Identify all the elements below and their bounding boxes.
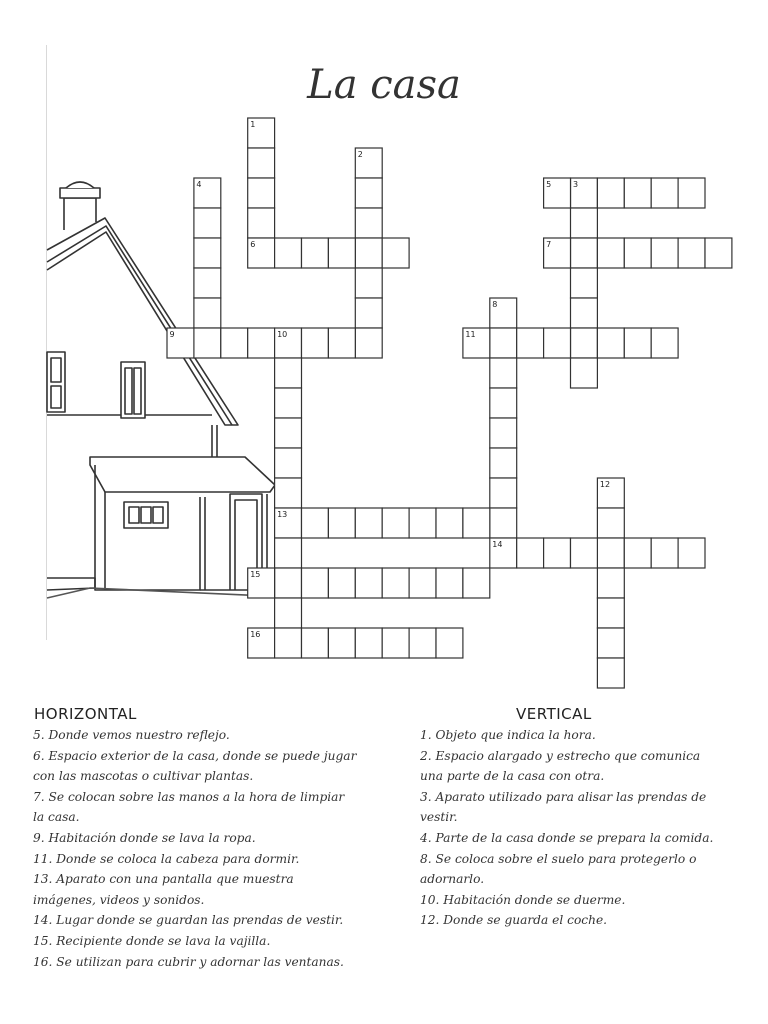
- crossword-cell[interactable]: [302, 508, 329, 538]
- crossword-cell[interactable]: [409, 568, 436, 598]
- clue-number: 14: [492, 540, 503, 549]
- crossword-cell[interactable]: [355, 238, 382, 268]
- crossword-cell[interactable]: [355, 508, 382, 538]
- clue-number: 3: [573, 180, 579, 189]
- crossword-cell[interactable]: [436, 568, 463, 598]
- crossword-cell[interactable]: [624, 238, 651, 268]
- clue-line: 4. Parte de la casa donde se prepara la comida.: [420, 830, 714, 845]
- crossword-cell[interactable]: [544, 328, 571, 358]
- crossword-cell[interactable]: [194, 268, 221, 298]
- crossword-cell[interactable]: [355, 568, 382, 598]
- crossword-cell[interactable]: [571, 538, 598, 568]
- clue-number: 5: [546, 180, 552, 189]
- crossword-cell[interactable]: [597, 508, 624, 538]
- crossword-cell[interactable]: [624, 538, 651, 568]
- crossword-cell[interactable]: [275, 568, 302, 598]
- crossword-cell[interactable]: [275, 538, 302, 568]
- clue-number: 15: [250, 570, 261, 579]
- crossword-cell[interactable]: [490, 388, 517, 418]
- clue-line: 10. Habitación donde se duerme.: [420, 892, 626, 907]
- crossword-cell[interactable]: [275, 478, 302, 508]
- crossword-cell[interactable]: [328, 568, 355, 598]
- crossword-cell[interactable]: [571, 358, 598, 388]
- crossword-cell[interactable]: [436, 628, 463, 658]
- crossword-cell[interactable]: [302, 568, 329, 598]
- crossword-cell[interactable]: [517, 538, 544, 568]
- crossword-cell[interactable]: [651, 328, 678, 358]
- vertical-clues: [420, 725, 760, 931]
- crossword-cell[interactable]: [490, 448, 517, 478]
- clue-line: 1. Objeto que indica la hora.: [420, 728, 596, 742]
- clue-line: imágenes, videos y sonidos.: [33, 892, 205, 907]
- clue-line: 13. Aparato con una pantalla que muestra: [33, 872, 294, 887]
- crossword-cell[interactable]: [221, 328, 248, 358]
- crossword-cell[interactable]: [355, 328, 382, 358]
- crossword-cell[interactable]: [194, 298, 221, 328]
- crossword-cell[interactable]: [651, 178, 678, 208]
- crossword-cell[interactable]: [624, 328, 651, 358]
- crossword-cell[interactable]: [275, 598, 302, 628]
- clue-line: 7. Se colocan sobre las manos a la hora de limpiar: [33, 789, 345, 804]
- clue-number: 7: [546, 240, 552, 249]
- crossword-cell[interactable]: [275, 418, 302, 448]
- crossword-cell[interactable]: [490, 418, 517, 448]
- crossword-cell[interactable]: [544, 538, 571, 568]
- crossword-cell[interactable]: [194, 238, 221, 268]
- crossword-cell[interactable]: [409, 628, 436, 658]
- clue-number: 2: [357, 150, 363, 159]
- clue-line: la casa.: [33, 810, 80, 825]
- clue-line: con las mascotas o cultivar plantas.: [33, 769, 254, 784]
- horizontal-clues: [33, 725, 403, 972]
- crossword-cell[interactable]: [571, 208, 598, 238]
- crossword-cell[interactable]: [275, 238, 302, 268]
- clue-number: 12: [599, 480, 611, 489]
- clue-number: 16: [250, 630, 261, 639]
- clue-line: 6. Espacio exterior de la casa, donde se puede jugar: [33, 748, 357, 763]
- crossword-cell[interactable]: [328, 238, 355, 268]
- clue-line: 3. Aparato utilizado para alisar las prendas de: [420, 789, 707, 804]
- clue-line: 11. Donde se coloca la cabeza para dormir.: [33, 851, 300, 866]
- clue-number: 1: [250, 120, 256, 129]
- crossword-cell[interactable]: [597, 568, 624, 598]
- crossword-cell[interactable]: [678, 538, 705, 568]
- clue-line: 16. Se utilizan para cubrir y adornar las ventanas.: [33, 954, 344, 969]
- crossword-cell[interactable]: [275, 628, 302, 658]
- crossword-cell[interactable]: [490, 478, 517, 508]
- crossword-cell[interactable]: [490, 508, 517, 538]
- crossword-cell[interactable]: [597, 628, 624, 658]
- crossword-cell[interactable]: [328, 328, 355, 358]
- crossword-cell[interactable]: [382, 238, 409, 268]
- crossword-cell[interactable]: [194, 208, 221, 238]
- clue-number: 8: [492, 300, 498, 309]
- crossword-cell[interactable]: [302, 238, 329, 268]
- clue-line: 8. Se coloca sobre el suelo para protegerlo o: [420, 851, 697, 866]
- crossword-cell[interactable]: [597, 178, 624, 208]
- crossword-cell[interactable]: [597, 238, 624, 268]
- clue-line: 14. Lugar donde se guardan las prendas de vestir.: [33, 913, 344, 928]
- crossword-cell[interactable]: [490, 328, 517, 358]
- clue-number: 10: [277, 330, 288, 339]
- clue-line: 15. Recipiente donde se lava la vajilla.: [33, 933, 271, 948]
- crossword-cell[interactable]: [355, 298, 382, 328]
- clue-line: adornarlo.: [420, 872, 485, 887]
- crossword-cell[interactable]: [571, 268, 598, 298]
- crossword-cell[interactable]: [463, 508, 490, 538]
- clue-number: 11: [465, 330, 476, 339]
- crossword-cell[interactable]: [678, 178, 705, 208]
- crossword-cell[interactable]: [571, 298, 598, 328]
- crossword-cell[interactable]: [355, 268, 382, 298]
- crossword-cell[interactable]: [597, 538, 624, 568]
- clue-number: 13: [277, 510, 288, 519]
- vertical-heading: VERTICAL: [516, 705, 592, 723]
- crossword-cell[interactable]: [328, 508, 355, 538]
- crossword-cell[interactable]: [624, 178, 651, 208]
- crossword-cell[interactable]: [490, 358, 517, 388]
- clue-line: 5. Donde vemos nuestro reflejo.: [33, 728, 230, 742]
- crossword-cell[interactable]: [597, 328, 624, 358]
- crossword-cell[interactable]: [248, 178, 275, 208]
- horizontal-heading: HORIZONTAL: [34, 705, 137, 723]
- crossword-cell[interactable]: [355, 208, 382, 238]
- crossword-cell[interactable]: [382, 508, 409, 538]
- crossword-cell[interactable]: [382, 628, 409, 658]
- crossword-cell[interactable]: [248, 148, 275, 178]
- crossword-cell[interactable]: [705, 238, 732, 268]
- crossword-cell[interactable]: [328, 628, 355, 658]
- crossword-cell[interactable]: [409, 508, 436, 538]
- crossword-cell[interactable]: [355, 628, 382, 658]
- clue-line: vestir.: [420, 810, 458, 825]
- crossword-cell[interactable]: [355, 178, 382, 208]
- clue-line: 12. Donde se guarda el coche.: [420, 913, 608, 928]
- clue-number: 9: [169, 330, 175, 339]
- crossword-cell[interactable]: [382, 568, 409, 598]
- crossword-cell[interactable]: [302, 328, 329, 358]
- crossword-cell[interactable]: [436, 508, 463, 538]
- crossword-cell[interactable]: [651, 238, 678, 268]
- clue-line: 9. Habitación donde se lava la ropa.: [33, 830, 256, 845]
- crossword-cell[interactable]: [302, 628, 329, 658]
- crossword-cell[interactable]: [517, 328, 544, 358]
- crossword-cell[interactable]: [275, 358, 302, 388]
- crossword-cell[interactable]: [275, 448, 302, 478]
- crossword-cell[interactable]: [463, 568, 490, 598]
- crossword-cell[interactable]: [678, 238, 705, 268]
- crossword-cell[interactable]: [248, 328, 275, 358]
- crossword-cell[interactable]: [194, 328, 221, 358]
- clue-number: 4: [196, 180, 202, 189]
- crossword-cell[interactable]: [597, 598, 624, 628]
- crossword-cell[interactable]: [597, 658, 624, 688]
- clue-line: una parte de la casa con otra.: [420, 769, 605, 784]
- crossword-cell[interactable]: [275, 388, 302, 418]
- clue-number: 6: [250, 240, 256, 249]
- page-title: La casa: [307, 62, 461, 108]
- crossword-cell[interactable]: [571, 238, 598, 268]
- crossword-cell[interactable]: [248, 208, 275, 238]
- crossword-cell[interactable]: [571, 328, 598, 358]
- clue-line: 2. Espacio alargado y estrecho que comunica: [420, 748, 701, 763]
- crossword-cell[interactable]: [651, 538, 678, 568]
